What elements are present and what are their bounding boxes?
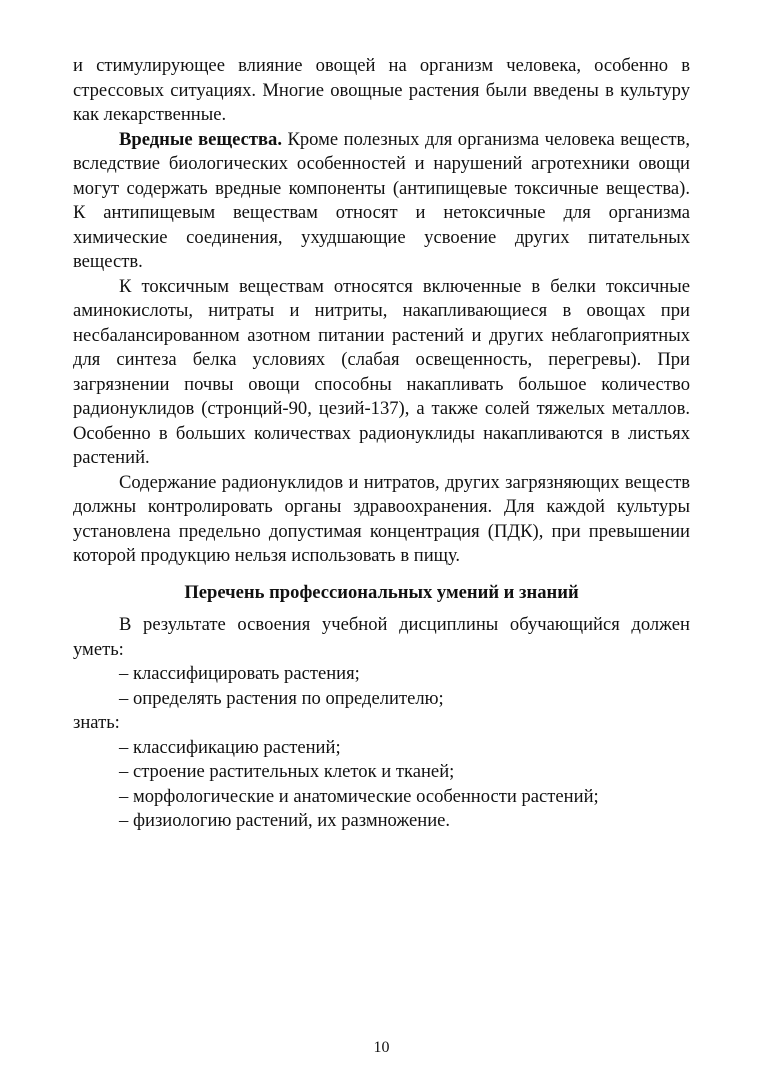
know-label: знать: (73, 712, 120, 733)
page-body (73, 54, 690, 834)
paragraph-control: Содержание радионуклидов и нитратов, других загрязняющих веществ должны контролировать органы здравоохранения. Для каждой культуры установлена предельно допустимая концентрация (ПДК), при превышении которой продукцию нельзя использовать в пищу. (73, 471, 690, 566)
paragraph-text: Кроме полезных для организма человека веществ, вследствие биологических особенностей и нарушений агротехники овощи могут содержать вредные компоненты (антипищевые токсичные вещества). К антипищевым веществам относят и нетоксичные для организма химические соединения, ухудшающие усвоение других питательных веществ. (73, 128, 690, 272)
knowledge-item: – физиологию растений, их размножение. (119, 810, 451, 831)
skill-item: – определять растения по определителю; (119, 687, 444, 709)
page-number: 10 (373, 1039, 390, 1056)
paragraph-toxic-substances: К токсичным веществам относятся включенные в белки токсичные аминокислоты, нитраты и нитриты, накапливающиеся в овощах при несбалансированном азотном питании растений и других неблагоприятных для синтеза белка условиях (слабая освещенность, перегревы). При загрязнении почвы овощи способны накапливать большое количество радионуклидов (стронций-90, цезий-137), а также солей тяжелых металлов. Особенно в больших количествах радионуклиды накапливаются в листьях растений. (73, 275, 690, 468)
paragraph-heading: Вредные вещества. (119, 128, 282, 150)
section-intro: В результате освоения учебной дисциплины обучающийся должен уметь: (73, 614, 690, 660)
section-title: Перечень профессиональных умений и знаний (184, 581, 579, 603)
knowledge-item: – строение растительных клеток и тканей; (119, 761, 455, 782)
knowledge-item: – морфологические и анатомические особенности растений; (119, 785, 599, 807)
skill-item: – классифицировать растения; (119, 663, 360, 684)
paragraph-intro: и стимулирующее влияние овощей на организм человека, особенно в стрессовых ситуациях. Многие овощные растения были введены в культуру как лекарственные. (73, 55, 690, 125)
knowledge-item: – классификацию растений; (119, 736, 341, 758)
paragraph-harmful-substances (73, 128, 690, 275)
